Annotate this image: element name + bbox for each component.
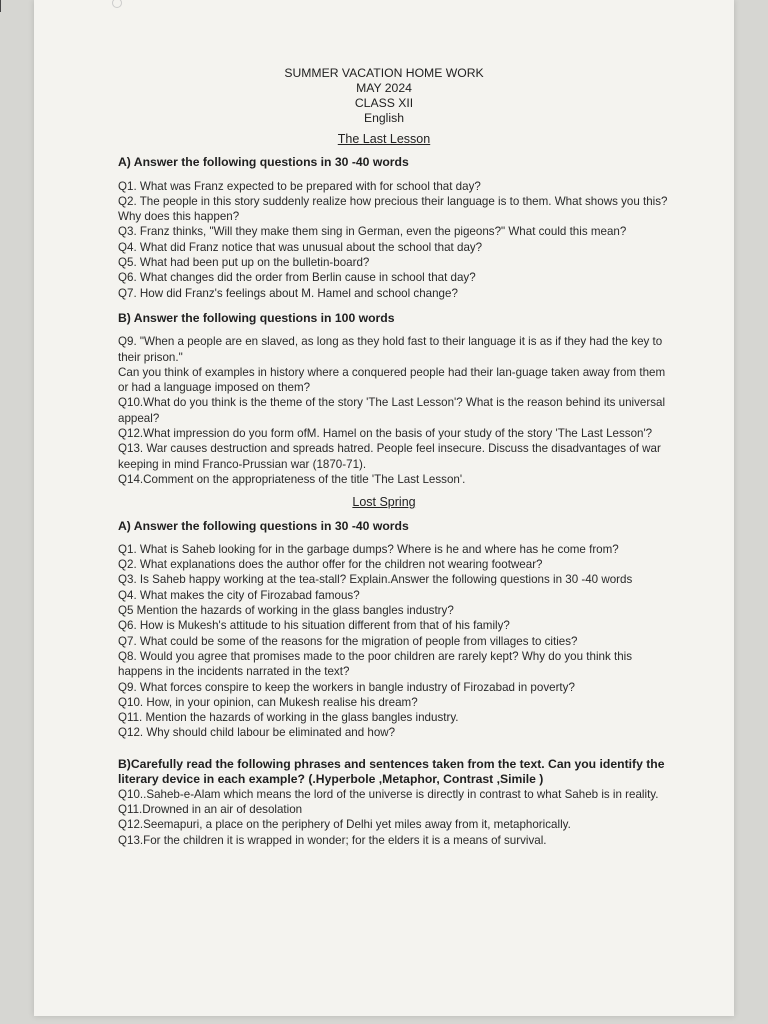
- header-date: MAY 2024: [356, 81, 412, 95]
- section2-parta-heading: A) Answer the following questions in 30 -40 words: [118, 518, 409, 533]
- document-header: [34, 66, 734, 126]
- question-item: Q10.What do you think is the theme of the story 'The Last Lesson'? What is the reason behind its universal appeal?: [118, 396, 666, 425]
- question-item: Q4. What did Franz notice that was unusual about the school that day?: [118, 240, 483, 254]
- document-page: [34, 0, 734, 1016]
- story-title-last-lesson: The Last Lesson: [337, 132, 431, 146]
- question-item: Q7. How did Franz's feelings about M. Hamel and school change?: [118, 286, 458, 300]
- section2-partb-list: [118, 787, 678, 848]
- section2-parta-list: [118, 542, 678, 741]
- question-item: Q10..Saheb-e-Alam which means the lord of the universe is directly in contrast to what Saheb is in reality.: [118, 787, 659, 801]
- question-item: Q8. Would you agree that promises made to the poor children are rarely kept? Why do you think this happens in the incidents narrated in the text?: [118, 649, 633, 679]
- question-item: Q3. Franz thinks, "Will they make them sing in German, even the pigeons?" What could this mean?: [118, 225, 627, 239]
- question-item: Q12.What impression do you form ofM. Hamel on the basis of your study of the story 'The Last Lesson'?: [118, 427, 653, 441]
- question-item: Q12. Why should child labour be eliminated and how?: [118, 726, 396, 740]
- question-item: Q9. What forces conspire to keep the workers in bangle industry of Firozabad in poverty?: [118, 680, 575, 694]
- header-subject: English: [364, 111, 404, 125]
- section1-partb-list: [118, 334, 678, 487]
- section1-parta-heading: A) Answer the following questions in 30 -40 words: [118, 155, 409, 170]
- question-item: Q9. "When a people are en slaved, as long as they hold fast to their language it is as if they had the key to their prison.": [118, 335, 663, 364]
- question-item: Q4. What makes the city of Firozabad famous?: [118, 588, 360, 602]
- page-corner-mark: [112, 0, 122, 8]
- question-item: Q5 Mention the hazards of working in the glass bangles industry?: [118, 604, 454, 618]
- question-item: Q1. What is Saheb looking for in the garbage dumps? Where is he and where has he come from?: [118, 542, 619, 556]
- question-item: Q12.Seemapuri, a place on the periphery of Delhi yet miles away from it, metaphorically.: [118, 818, 571, 832]
- section1-partb-heading: B) Answer the following questions in 100 words: [118, 310, 395, 325]
- question-item: Can you think of examples in history where a conquered people had their lan-guage taken away from them or had a language imposed on them?: [118, 365, 666, 395]
- header-class: CLASS XII: [354, 96, 414, 110]
- question-item: Q13.For the children it is wrapped in wonder; for the elders it is a means of survival.: [118, 833, 547, 847]
- question-item: Q7. What could be some of the reasons for the migration of people from villages to cities?: [118, 634, 578, 648]
- question-item: Q6. How is Mukesh's attitude to his situation different from that of his family?: [118, 619, 510, 633]
- margin-mark: [0, 0, 11, 12]
- question-item: Q1. What was Franz expected to be prepared with for school that day?: [118, 179, 481, 193]
- question-item: Q11.Drowned in an air of desolation: [118, 802, 303, 816]
- story-title-lost-spring: Lost Spring: [352, 495, 416, 510]
- section1-parta-list: [118, 179, 678, 301]
- question-item: Q2. The people in this story suddenly realize how precious their language is to them. What shows you this? Why does this happen?: [118, 194, 668, 224]
- question-item: Q11. Mention the hazards of working in the glass bangles industry.: [118, 711, 459, 725]
- question-item: Q5. What had been put up on the bulletin-board?: [118, 256, 370, 270]
- question-item: Q14.Comment on the appropriateness of the title 'The Last Lesson'.: [118, 472, 466, 486]
- header-title: SUMMER VACATION HOME WORK: [284, 66, 484, 80]
- question-item: Q3. Is Saheb happy working at the tea-stall? Explain.Answer the following questions in 30 -40 words: [118, 573, 633, 587]
- question-item: Q13. War causes destruction and spreads hatred. People feel insecure. Discuss the disadvantages of war keeping in mind Franco-Prussian war (1870-71).: [118, 442, 661, 471]
- question-item: Q2. What explanations does the author offer for the children not wearing footwear?: [118, 558, 543, 572]
- section2-partb-heading: B)Carefully read the following phrases and sentences taken from the text. Can you identify the literary device in each example? (.Hyperbole ,Metaphor, Contrast ,Simile ): [118, 756, 665, 786]
- document-content: [118, 132, 678, 848]
- question-item: Q6. What changes did the order from Berlin cause in school that day?: [118, 271, 476, 285]
- question-item: Q10. How, in your opinion, can Mukesh realise his dream?: [118, 695, 418, 709]
